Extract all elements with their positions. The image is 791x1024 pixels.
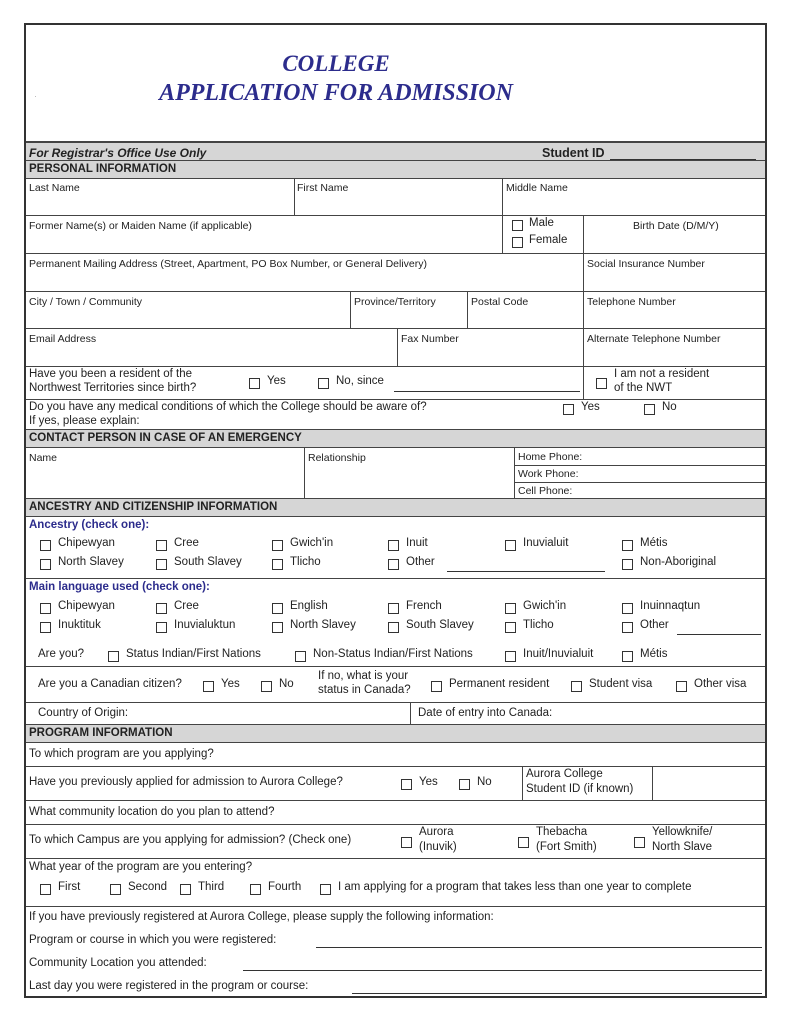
resident-no-label: No, since — [336, 375, 384, 387]
ancestry-metis-checkbox[interactable] — [622, 540, 633, 551]
relationship-field[interactable]: Relationship — [308, 452, 366, 464]
country-of-origin-field[interactable]: Country of Origin: — [38, 707, 129, 719]
previous-yes-label: Yes — [419, 776, 438, 788]
ancestry-tlicho-label: Tlicho — [290, 556, 321, 568]
citizen-yes-label: Yes — [221, 678, 240, 690]
lang-cree-checkbox[interactable] — [156, 603, 167, 614]
previous-community-field[interactable] — [243, 970, 762, 971]
lang-cree-label: Cree — [174, 600, 199, 612]
student-id-field[interactable] — [610, 159, 756, 160]
campus-inuvik-label-1: Aurora — [419, 826, 454, 838]
lang-english-checkbox[interactable] — [272, 603, 283, 614]
first-name-field[interactable]: First Name — [297, 182, 349, 194]
lang-gwichin-checkbox[interactable] — [505, 603, 516, 614]
inuit-inuvialuit-checkbox[interactable] — [505, 651, 516, 662]
not-resident-label-1: I am not a resident — [614, 368, 710, 380]
ancestry-cree-checkbox[interactable] — [156, 540, 167, 551]
ancestry-block — [26, 517, 765, 579]
status-indian-checkbox[interactable] — [108, 651, 119, 662]
previous-last-day-label: Last day you were registered in the program or course: — [29, 980, 309, 992]
emergency-name-field[interactable]: Name — [29, 452, 58, 464]
ancestry-metis-label: Métis — [640, 537, 668, 549]
lang-chipewyan-label: Chipewyan — [58, 600, 115, 612]
female-label: Female — [529, 234, 568, 246]
entry-date-field[interactable]: Date of entry into Canada: — [418, 707, 553, 719]
ancestry-north-slavey-checkbox[interactable] — [40, 559, 51, 570]
previous-yes-checkbox[interactable] — [401, 779, 412, 790]
ancestry-south-slavey-label: South Slavey — [174, 556, 242, 568]
ancestry-gwichin-label: Gwich'in — [290, 537, 334, 549]
year-fourth-label: Fourth — [268, 881, 302, 893]
student-visa-checkbox[interactable] — [571, 681, 582, 692]
ancestry-north-slavey-label: North Slavey — [58, 556, 124, 568]
year-second-label: Second — [128, 881, 168, 893]
lang-inuvialuktun-checkbox[interactable] — [156, 622, 167, 633]
previous-last-day-field[interactable] — [352, 993, 762, 994]
lang-inuvialuktun-label: Inuvialuktun — [174, 619, 236, 631]
female-checkbox[interactable] — [512, 237, 523, 248]
medical-question: Do you have any medical conditions of which the College should be aware of? — [29, 401, 427, 413]
resident-question-1: Have you been a resident of the — [29, 368, 193, 380]
former-name-field[interactable]: Former Name(s) or Maiden Name (if applicable) — [29, 220, 252, 232]
lang-french-checkbox[interactable] — [388, 603, 399, 614]
birth-date-field[interactable]: Birth Date (D/M/Y) — [633, 220, 719, 232]
permanent-resident-label: Permanent resident — [449, 678, 550, 690]
medical-yes-label: Yes — [581, 401, 600, 413]
campus-fort-smith-label-1: Thebacha — [536, 826, 588, 838]
are-you-label: Are you? — [38, 648, 85, 660]
lang-north-slavey-checkbox[interactable] — [272, 622, 283, 633]
lang-other-field[interactable] — [677, 634, 761, 635]
citizen-no-checkbox[interactable] — [261, 681, 272, 692]
program-applying-field[interactable]: To which program are you applying? — [29, 748, 214, 760]
registrar-row — [26, 141, 765, 161]
ancestry-south-slavey-checkbox[interactable] — [156, 559, 167, 570]
cell-phone-field[interactable]: Cell Phone: — [518, 485, 573, 497]
status-metis-checkbox[interactable] — [622, 651, 633, 662]
city-field[interactable]: City / Town / Community — [29, 296, 143, 308]
male-checkbox[interactable] — [512, 220, 523, 231]
ancestry-inuit-label: Inuit — [406, 537, 428, 549]
lang-tlicho-checkbox[interactable] — [505, 622, 516, 633]
resident-yes-label: Yes — [267, 375, 286, 387]
citizen-no-label: No — [279, 678, 294, 690]
campus-inuvik-checkbox[interactable] — [401, 837, 412, 848]
last-name-field[interactable]: Last Name — [29, 182, 80, 194]
middle-name-field[interactable]: Middle Name — [506, 182, 568, 194]
ancestry-other-label: Other — [406, 556, 435, 568]
campus-fort-smith-label-2: (Fort Smith) — [536, 841, 597, 853]
lang-tlicho-label: Tlicho — [523, 619, 554, 631]
lang-other-label: Other — [640, 619, 669, 631]
aurora-student-id-field[interactable] — [652, 767, 764, 800]
campus-yellowknife-label-1: Yellowknife/ — [652, 826, 713, 838]
lang-south-slavey-checkbox[interactable] — [388, 622, 399, 633]
lang-south-slavey-label: South Slavey — [406, 619, 474, 631]
resident-no-checkbox[interactable] — [318, 378, 329, 389]
medical-explain-field[interactable]: If yes, please explain: — [29, 415, 140, 427]
campus-question: To which Campus are you applying for admission? (Check one) — [29, 834, 352, 846]
citizen-question: Are you a Canadian citizen? — [38, 678, 182, 690]
lang-chipewyan-checkbox[interactable] — [40, 603, 51, 614]
lang-inuinnaqtun-label: Inuinnaqtun — [640, 600, 701, 612]
inuit-inuvialuit-label: Inuit/Inuvialuit — [523, 648, 594, 660]
alt-telephone-field[interactable]: Alternate Telephone Number — [587, 333, 721, 345]
language-heading: Main language used (check one): — [29, 581, 210, 593]
lang-french-label: French — [406, 600, 442, 612]
year-first-label: First — [58, 881, 81, 893]
ancestry-inuvialuit-checkbox[interactable] — [505, 540, 516, 551]
student-id-label: Student ID — [542, 146, 605, 160]
status-question-2: status in Canada? — [318, 684, 411, 696]
previous-registration-block — [26, 907, 765, 997]
ancestry-non-aboriginal-checkbox[interactable] — [622, 559, 633, 570]
form-title-line1: COLLEGE — [282, 51, 390, 76]
section-personal: PERSONAL INFORMATION — [26, 161, 765, 179]
status-indian-label: Status Indian/First Nations — [126, 648, 261, 660]
previous-no-label: No — [477, 776, 492, 788]
province-field[interactable]: Province/Territory — [354, 296, 436, 308]
medical-yes-checkbox[interactable] — [563, 404, 574, 415]
form-title-line2: APPLICATION FOR ADMISSION — [159, 80, 513, 106]
ancestry-heading: Ancestry (check one): — [29, 519, 150, 531]
aurora-student-id-label-2: Student ID (if known) — [526, 783, 634, 795]
lang-inuinnaqtun-checkbox[interactable] — [622, 603, 633, 614]
section-program: PROGRAM INFORMATION — [26, 725, 765, 743]
year-fourth-checkbox[interactable] — [250, 884, 261, 895]
year-third-label: Third — [198, 881, 225, 893]
student-visa-label: Student visa — [589, 678, 653, 690]
email-field[interactable]: Email Address — [29, 333, 97, 345]
permanent-resident-checkbox[interactable] — [431, 681, 442, 692]
medical-no-label: No — [662, 401, 677, 413]
sin-field[interactable]: Social Insurance Number — [587, 258, 705, 270]
work-phone-field[interactable]: Work Phone: — [518, 468, 579, 480]
home-phone-field[interactable]: Home Phone: — [518, 451, 583, 463]
address-field[interactable]: Permanent Mailing Address (Street, Apartment, PO Box Number, or General Delivery) — [29, 258, 428, 270]
resident-question-2: Northwest Territories since birth? — [29, 382, 197, 394]
not-resident-label-2: of the NWT — [614, 382, 673, 394]
previous-applied-question: Have you previously applied for admission to Aurora College? — [29, 776, 343, 788]
citizen-yes-checkbox[interactable] — [203, 681, 214, 692]
postal-code-field[interactable]: Postal Code — [471, 296, 529, 308]
not-resident-checkbox[interactable] — [596, 378, 607, 389]
medical-no-checkbox[interactable] — [644, 404, 655, 415]
other-visa-label: Other visa — [694, 678, 747, 690]
year-third-checkbox[interactable] — [180, 884, 191, 895]
ancestry-cree-label: Cree — [174, 537, 199, 549]
lang-other-checkbox[interactable] — [622, 622, 633, 633]
campus-yellowknife-label-2: North Slave — [652, 841, 713, 853]
lang-north-slavey-label: North Slavey — [290, 619, 356, 631]
section-ancestry: ANCESTRY AND CITIZENSHIP INFORMATION — [26, 499, 765, 517]
status-question-1: If no, what is your — [318, 670, 409, 682]
resident-yes-checkbox[interactable] — [249, 378, 260, 389]
community-location-field[interactable]: What community location do you plan to attend? — [29, 806, 275, 818]
ancestry-gwichin-checkbox[interactable] — [272, 540, 283, 551]
ancestry-chipewyan-checkbox[interactable] — [40, 540, 51, 551]
registrar-label: For Registrar's Office Use Only — [29, 146, 207, 160]
status-metis-label: Métis — [640, 648, 668, 660]
ancestry-other-field[interactable] — [447, 571, 605, 572]
ancestry-tlicho-checkbox[interactable] — [272, 559, 283, 570]
ancestry-chipewyan-label: Chipewyan — [58, 537, 115, 549]
male-label: Male — [529, 217, 554, 229]
ancestry-other-checkbox[interactable] — [388, 559, 399, 570]
year-short-program-checkbox[interactable] — [320, 884, 331, 895]
section-emergency: CONTACT PERSON IN CASE OF AN EMERGENCY — [26, 430, 765, 448]
year-question: What year of the program are you entering? — [29, 861, 253, 873]
lang-english-label: English — [290, 600, 328, 612]
previous-registration-intro: If you have previously registered at Aurora College, please supply the following information: — [29, 911, 494, 923]
previous-community-label: Community Location you attended: — [29, 957, 207, 969]
language-block — [26, 579, 765, 667]
previous-program-field[interactable] — [316, 947, 762, 948]
previous-program-label: Program or course in which you were registered: — [29, 934, 277, 946]
year-first-checkbox[interactable] — [40, 884, 51, 895]
lang-inuktituk-label: Inuktituk — [58, 619, 101, 631]
telephone-field[interactable]: Telephone Number — [587, 296, 676, 308]
lang-gwichin-label: Gwich'in — [523, 600, 567, 612]
campus-fort-smith-checkbox[interactable] — [518, 837, 529, 848]
application-form: COLLEGE APPLICATION FOR ADMISSION . For Registrar's Office Use Only Student ID PERSONAL INFORMATION Last Name First Name Middle Name Former Name(s) or Maiden Name (if applicable) Male Female Birth Date (D/M/Y) Permanent Mailing Address (Street, Apartment, PO Box Number, or General Delivery) Social Insurance Number City / Town / Community Province/Territory Postal Code Telephone Number Email Address Fax Number Alternate Telephone Number Have you been a resident of the Northwest Territories since birth? Yes No, since I am not a resident of the NWT Do you have any medical conditions of which the College should be aware of? If yes, please explain: Yes No CONTACT PERSON IN CASE OF AN EMERGENCY Name Relationship Home Phone: Work Phone: Cell Phone: ANCESTRY AND CITIZENSHIP INFORMATION Ancestry (check one): Chipewyan Cree Gwich'in Inuit Inuvialuit Métis North Slavey South Slavey Tlicho Other Non-Aboriginal Main language used (check one): Chipewyan Cree English French Gwich'in Inuinnaqtun Inuktituk Inuvialuktun North Slavey South Slavey Tlicho Other Are you? Status Indian/First Nations Non-Status Indian/First Nations Inuit/Inuvialuit Métis Are you a Canadian citizen? Yes No If no, what is your status in Canada? Permanent resident Student visa Other visa Country of Origin: Date of entry into Canada: PROGRAM INFORMATION To which program are you applying? Have you previously applied for admission to Aurora College? Yes No Aurora College Student ID (if known) What community location do you plan to attend? To which Campus are you applying for admission? (Check one) Aurora (Inuvik) Thebacha (Fort Smith) Yellowknife/ North Slave What year of the program are you entering? First Second Third Fourth I am applying for a program that takes less than one year to complete If you have previously registered at Aurora College, please supply the following information: Program or course in which you were registered: Community Location you attended: Last day you were registered in the program or course: — [24, 23, 767, 998]
other-visa-checkbox[interactable] — [676, 681, 687, 692]
ancestry-non-aboriginal-label: Non-Aboriginal — [640, 556, 717, 568]
campus-yellowknife-checkbox[interactable] — [634, 837, 645, 848]
fax-field[interactable]: Fax Number — [401, 333, 459, 345]
aurora-student-id-label-1: Aurora College — [526, 768, 603, 780]
resident-since-field[interactable] — [394, 391, 580, 392]
previous-no-checkbox[interactable] — [459, 779, 470, 790]
non-status-indian-checkbox[interactable] — [295, 651, 306, 662]
campus-inuvik-label-2: (Inuvik) — [419, 841, 457, 853]
non-status-indian-label: Non-Status Indian/First Nations — [313, 648, 473, 660]
year-second-checkbox[interactable] — [110, 884, 121, 895]
ancestry-inuit-checkbox[interactable] — [388, 540, 399, 551]
ancestry-inuvialuit-label: Inuvialuit — [523, 537, 569, 549]
lang-inuktituk-checkbox[interactable] — [40, 622, 51, 633]
year-short-program-label: I am applying for a program that takes less than one year to complete — [338, 881, 692, 893]
